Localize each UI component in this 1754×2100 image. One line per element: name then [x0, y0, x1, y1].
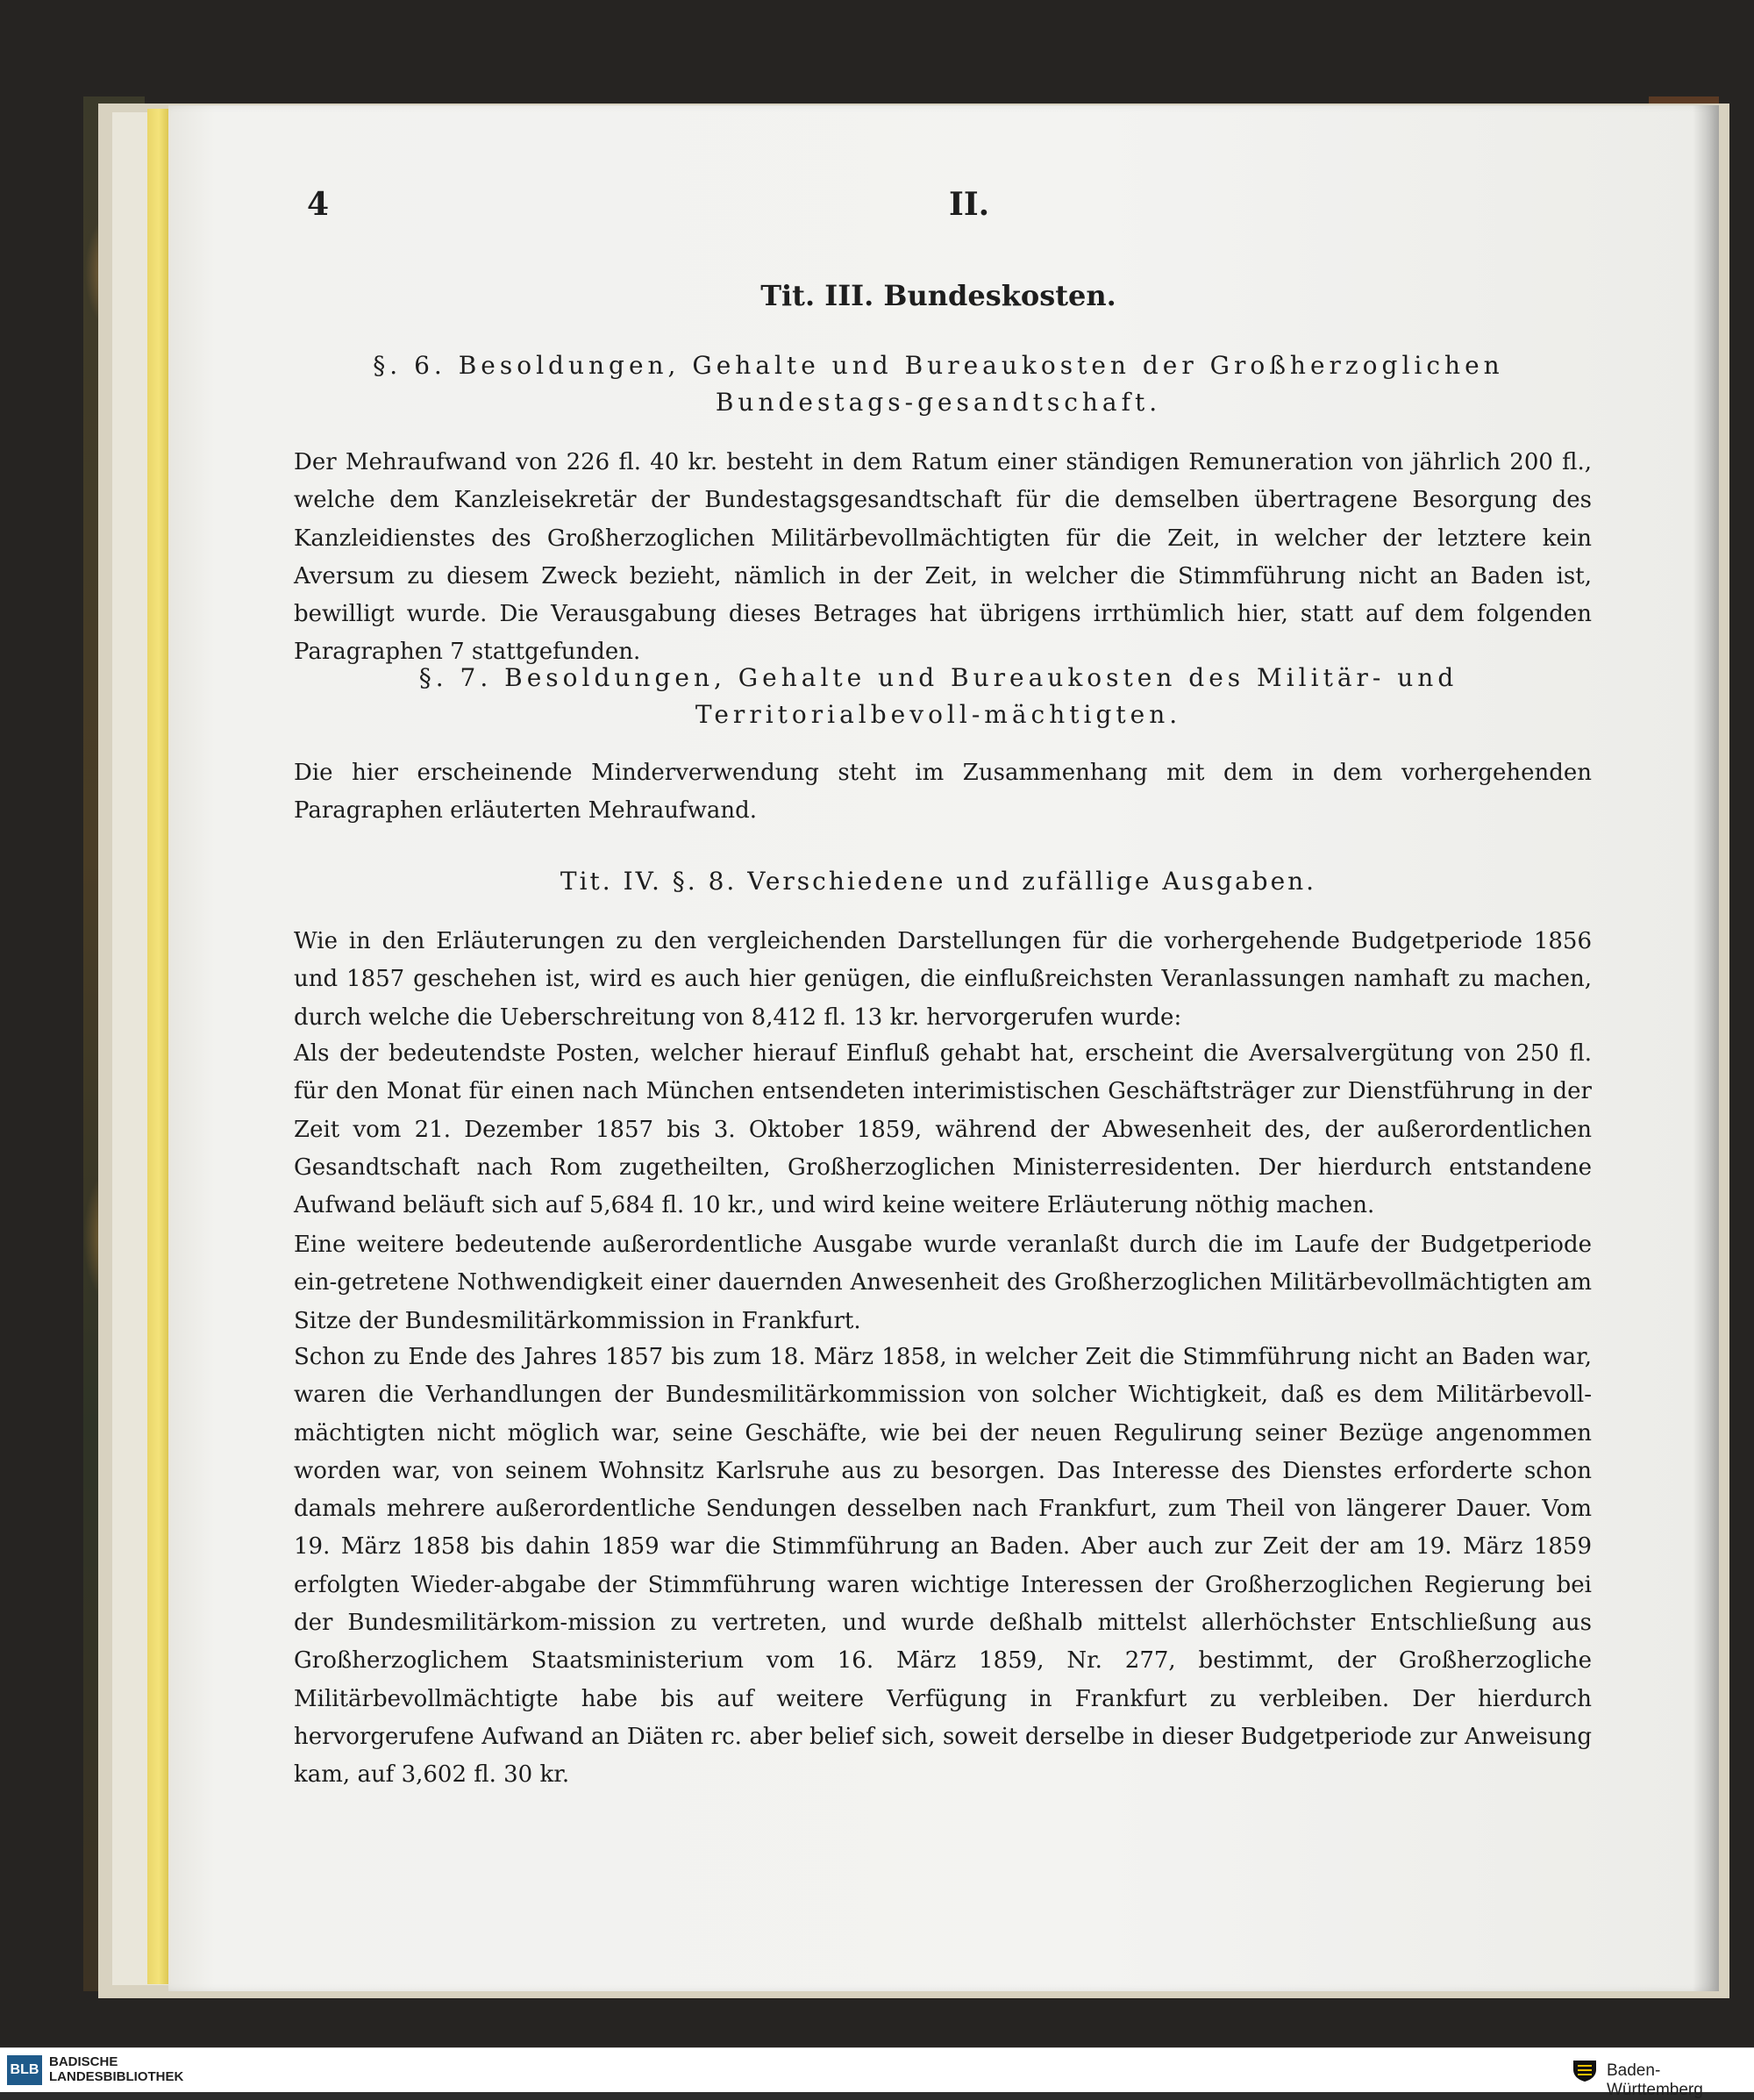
state-name[interactable]: Baden-Württemberg — [1607, 2061, 1703, 2099]
chapter-number: II. — [949, 186, 990, 223]
paragraph-text: Die hier erscheinende Minderverwendung steht im Zusammenhang mit dem in dem vorhergehenden Paragraphen erläuterten Mehraufwand. — [294, 760, 1592, 825]
gutter-shadow — [1693, 105, 1719, 1991]
paragraph-text: Schon zu Ende des Jahres 1857 bis zum 18. März 1858, in welcher Zeit die Stimmführung nicht an Baden war, waren die Verhandlungen der Bundesmilitärkommission von solcher Wichtigkeit, daß es dem Militärbevoll-mächtigten nicht möglich war, seine Geschäfte, wie bei der neuen Regulirung seiner Bezüge angenommen worden war, von seinem Wohnsitz Karlsruhe aus zu besorgen. Das Interesse des Dienstes erforderte schon damals mehrere außerordentliche Sendungen desselben nach Frankfurt, zum Theil von längerer Dauer. Vom 19. März 1858 bis dahin 1859 war die Stimmführung an Baden. Aber auch zur Zeit der am 19. März 1859 erfolgten Wieder-abgabe der Stimmführung waren wichtige Interessen der Großherzoglichen Regierung bei der Bundesmilitärkom-mission zu vertreten, und wurde deßhalb mittelst allerhöchster Entschließung aus Großherzoglichem Staatsministerium vom 16. März 1859, Nr. 277, bestimmt, der Großherzogliche Militärbevollmächtigte habe bis auf weitere Verfügung in Frankfurt zu verbleiben. Der hierdurch hervorgerufene Aufwand an Diäten rc. aber belief sich, soweit derselbe in dieser Budgetperiode zur Anweisung kam, auf 3,602 fl. 30 kr. — [294, 1344, 1592, 1789]
section-8-paragraph-4 — [294, 1339, 1592, 1795]
section-6-paragraph — [294, 444, 1592, 672]
paragraph-text: Eine weitere bedeutende außerordentliche Ausgabe wurde veranlaßt durch die im Laufe der Budgetperiode ein-getretene Nothwendigkeit einer dauernden Anwesenheit des Großherzoglichen Militärbevollmächtigten am Sitze der Bundesmilitärkommission in Frankfurt. — [294, 1232, 1592, 1334]
title-heading: Tit. III. Bundeskosten. — [760, 279, 1116, 312]
section-8-heading: Tit. IV. §. 8. Verschiedene und zufällige Ausgaben. — [560, 867, 1317, 896]
state-coat-of-arms-icon — [1570, 2057, 1600, 2083]
paragraph-text: Als der bedeutendste Posten, welcher hierauf Einfluß gehabt hat, erscheint die Aversalvergütung von 250 fl. für den Monat für einen nach München entsendeten interimistischen Geschäftsträger zur Dienstführung in der Zeit vom 21. Dezember 1857 bis 3. Oktober 1859, während der Abwesenheit des, der außerordentlichen Gesandtschaft nach Rom zugetheilten, Großherzoglichen Ministerresidenten. Der hierdurch entstandene Aufwand beläuft sich auf 5,684 fl. 10 kr., und wird keine weitere Erläuterung nöthig machen. — [294, 1040, 1592, 1219]
library-name-line-2: LANDESBIBLIOTHEK — [49, 2069, 184, 2084]
footer-bar — [0, 2047, 1754, 2099]
section-6-heading: §. 6. Besoldungen, Gehalte und Bureaukosten der Großherzoglichen Bundestags-gesandtschaft. — [373, 351, 1504, 417]
section-8-paragraph-1 — [294, 923, 1592, 1037]
library-name-line-1: BADISCHE — [49, 2054, 118, 2069]
library-name[interactable] — [49, 2054, 183, 2084]
section-8-paragraph-3 — [294, 1226, 1592, 1340]
paragraph-text: Der Mehraufwand von 226 fl. 40 kr. besteht in dem Ratum einer ständigen Remuneration von jährlich 200 fl., welche dem Kanzleisekretär der Bundestagsgesandtschaft für die demselben übertragene Besorgung des Kanzleidienstes des Großherzoglichen Militärbevollmächtigten für die Zeit, in welcher der letztere kein Aversum zu diesem Zweck bezieht, nämlich in der Zeit, in welcher die Stimmführung nicht an Baden ist, bewilligt wurde. Die Verausgabung dieses Betrages hat übrigens irrthümlich hier, statt auf dem folgenden Paragraphen 7 stattgefunden. — [294, 449, 1592, 666]
section-7-paragraph — [294, 754, 1592, 831]
yellow-page-edge — [147, 109, 170, 1984]
page-number: 4 — [307, 186, 330, 223]
section-7-heading: §. 7. Besoldungen, Gehalte und Bureaukosten des Militär- und Territorialbevoll-mächtigten. — [418, 663, 1458, 729]
blb-logo[interactable]: BLB — [7, 2055, 42, 2085]
section-8-paragraph-2 — [294, 1035, 1592, 1225]
paragraph-text: Wie in den Erläuterungen zu den vergleichenden Darstellungen für die vorhergehende Budgetperiode 1856 und 1857 geschehen ist, wird es auch hier genügen, die einflußreichsten Veranlassungen namhaft zu machen, durch welche die Ueberschreitung von 8,412 fl. 13 kr. hervorgerufen wurde: — [294, 928, 1592, 1031]
